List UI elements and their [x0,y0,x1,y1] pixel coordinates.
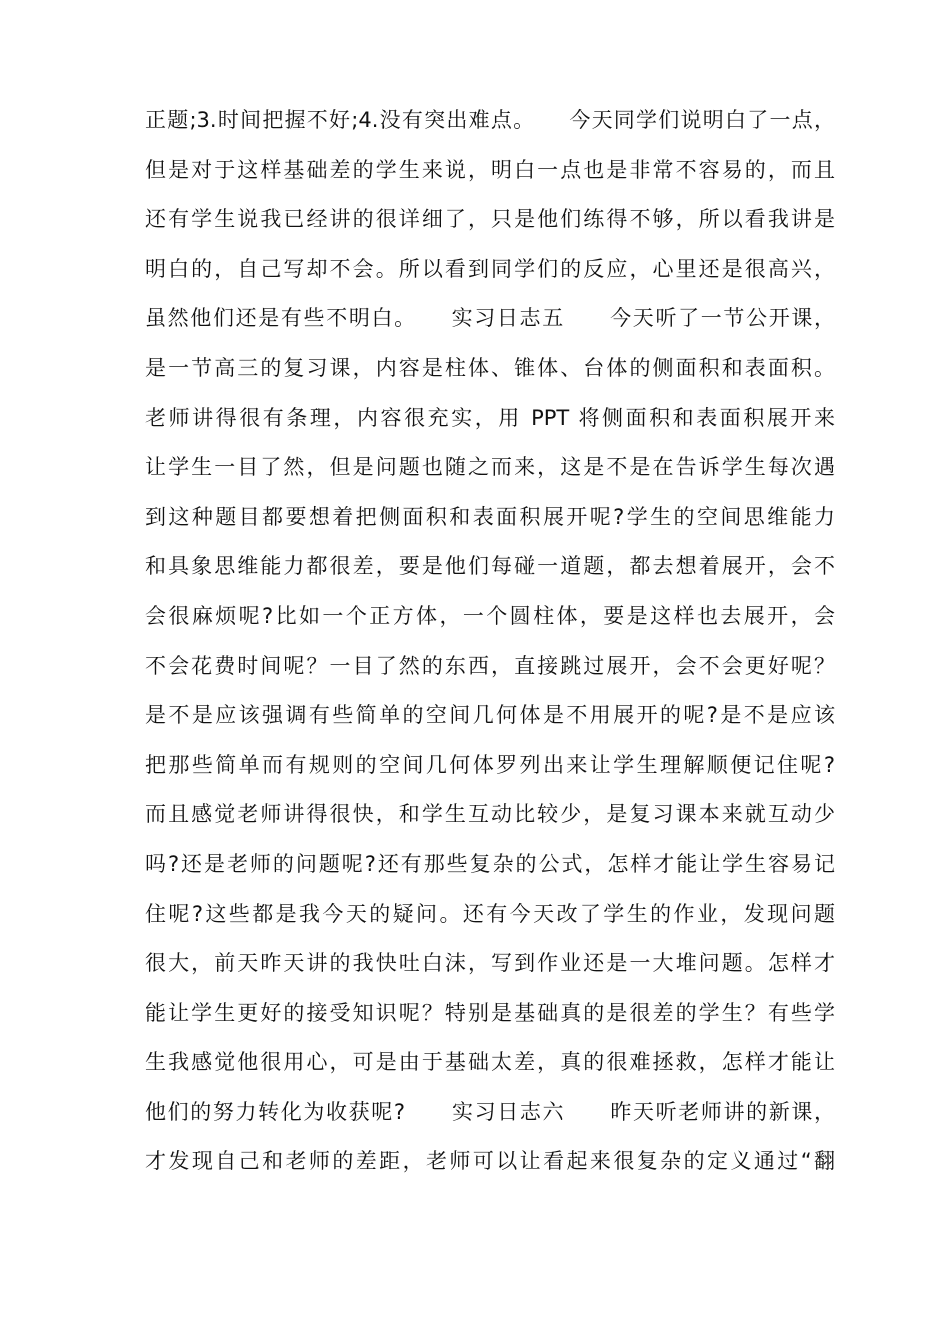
text-line: 才发现自己和老师的差距，老师可以让看起来很复杂的定义通过“翻 [145,1149,835,1174]
text-line: 正题;3.时间把握不好;4.没有突出难点。 今天同学们说明白了一点， [145,108,835,132]
text-line: 是一节高三的复习课，内容是柱体、锥体、台体的侧面积和表面积。 [145,355,835,380]
text-line: 是不是应该强调有些简单的空间几何体是不用展开的呢?是不是应该 [145,703,835,728]
text-line: 很大，前天昨天讲的我快吐白沫，写到作业还是一大堆问题。怎样才 [145,951,835,976]
text-line: 能让学生更好的接受知识呢？特别是基础真的是很差的学生？有些学 [145,1000,835,1025]
text-line: 但是对于这样基础差的学生来说，明白一点也是非常不容易的，而且 [145,157,835,182]
text-line: 把那些简单而有规则的空间几何体罗列出来让学生理解顺便记住呢? [145,752,835,777]
text-line: 虽然他们还是有些不明白。 实习日志五 今天听了一节公开课， [145,306,835,331]
text-line: 到这种题目都要想着把侧面积和表面积展开呢?学生的空间思维能力 [145,504,835,529]
text-line: 而且感觉老师讲得很快，和学生互动比较少，是复习课本来就互动少 [145,802,835,827]
text-line: 会很麻烦呢?比如一个正方体，一个圆柱体，要是这样也去展开，会 [145,603,835,628]
text-line: 让学生一目了然，但是问题也随之而来，这是不是在告诉学生每次遇 [145,455,835,480]
text-line: 他们的努力转化为收获呢? 实习日志六 昨天听老师讲的新课， [145,1099,835,1124]
text-line: 和具象思维能力都很差，要是他们每碰一道题，都去想着展开，会不 [145,554,835,579]
text-line: 不会花费时间呢？一目了然的东西，直接跳过展开，会不会更好呢？ [145,653,835,678]
text-line: 老师讲得很有条理，内容很充实，用 PPT 将侧面积和表面积展开来 [145,405,835,430]
text-line: 生我感觉他很用心，可是由于基础太差，真的很难拯救，怎样才能让 [145,1050,835,1075]
body-text [145,96,835,1187]
text-line: 明白的，自己写却不会。所以看到同学们的反应，心里还是很高兴， [145,256,835,281]
text-line: 住呢?这些都是我今天的疑问。还有今天改了学生的作业，发现问题 [145,901,835,926]
text-line: 吗?还是老师的问题呢?还有那些复杂的公式，怎样才能让学生容易记 [145,851,835,876]
text-line: 还有学生说我已经讲的很详细了，只是他们练得不够，所以看我讲是 [145,207,835,232]
